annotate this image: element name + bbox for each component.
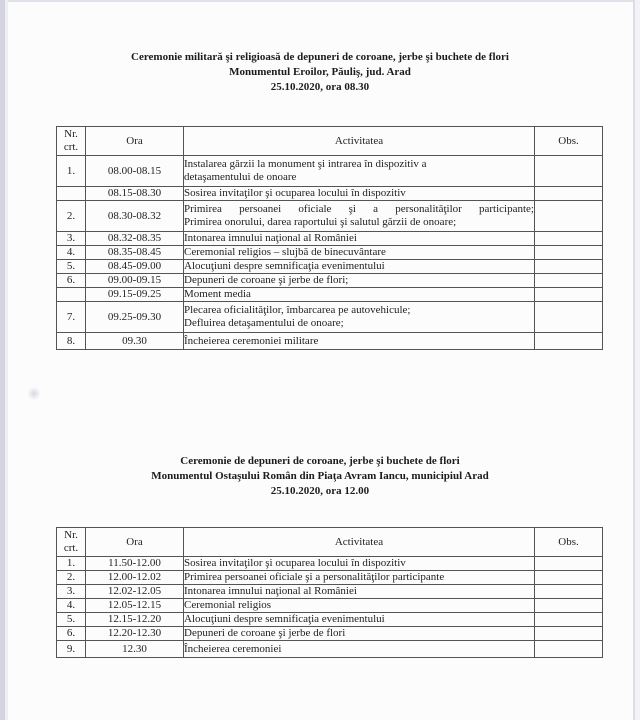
observations-cell xyxy=(535,187,603,201)
table-row xyxy=(57,627,603,641)
time-cell: 08.15-08.30 xyxy=(86,187,184,201)
observations-cell xyxy=(535,333,603,350)
time-cell: 09.25-09.30 xyxy=(86,302,184,333)
activity-line: Depuneri de coroane şi jerbe de flori xyxy=(184,627,346,639)
activity-cell xyxy=(184,201,535,232)
ceremony-schedule-table-military xyxy=(56,126,603,350)
column-header-activitatea xyxy=(184,528,535,557)
activity-cell xyxy=(184,613,535,627)
table-row xyxy=(57,557,603,571)
row-number-cell xyxy=(57,187,86,201)
observations-cell xyxy=(535,627,603,641)
ceremony-schedule-table-civil xyxy=(56,527,603,658)
time-cell: 08.32-08.35 xyxy=(86,232,184,246)
column-header-line: Obs. xyxy=(558,134,579,147)
column-header-obs xyxy=(535,528,603,557)
row-number-cell: 9. xyxy=(57,641,86,658)
activity-cell xyxy=(184,260,535,274)
title-line-1: Ceremonie de depuneri de coroane, jerbe şi buchete de flori xyxy=(180,455,460,467)
activity-cell xyxy=(184,585,535,599)
table-row xyxy=(57,613,603,627)
row-number-cell xyxy=(57,288,86,302)
time-cell: 09.30 xyxy=(86,333,184,350)
activity-cell xyxy=(184,571,535,585)
activity-cell xyxy=(184,246,535,260)
row-number-cell: 1. xyxy=(57,557,86,571)
time-cell: 09.15-09.25 xyxy=(86,288,184,302)
title-line-2: Monumentul Eroilor, Păuliş, jud. Arad xyxy=(229,66,411,78)
activity-line: Alocuţiuni despre semnificaţia evenimentului xyxy=(184,613,385,625)
row-number-cell: 2. xyxy=(57,201,86,232)
activity-cell xyxy=(184,274,535,288)
activity-line: Instalarea gărzii la monument şi intrarea în dispozitiv a xyxy=(184,158,427,170)
activity-cell xyxy=(184,641,535,658)
time-cell: 12.00-12.02 xyxy=(86,571,184,585)
row-number-cell: 1. xyxy=(57,156,86,187)
observations-cell xyxy=(535,288,603,302)
observations-cell xyxy=(535,274,603,288)
activity-line: Sosirea invitaţilor şi ocuparea locului în dispozitiv xyxy=(184,557,406,569)
time-cell: 12.15-12.20 xyxy=(86,613,184,627)
row-number-cell: 6. xyxy=(57,274,86,288)
activity-cell xyxy=(184,156,535,187)
row-number-cell: 3. xyxy=(57,585,86,599)
row-number-cell: 5. xyxy=(57,613,86,627)
activity-line: Încheierea ceremoniei xyxy=(184,642,282,655)
time-cell: 11.50-12.00 xyxy=(86,557,184,571)
observations-cell xyxy=(535,571,603,585)
column-header-line: Ora xyxy=(126,134,143,147)
row-number-cell: 8. xyxy=(57,333,86,350)
table-row xyxy=(57,599,603,613)
title-line-1: Ceremonie militară şi religioasă de depuneri de coroane, jerbe şi buchete de flori xyxy=(131,51,509,63)
table-row xyxy=(57,274,603,288)
column-header-line: Nr. xyxy=(64,529,78,541)
activity-line: Intonarea imnului naţional al României xyxy=(184,585,357,597)
title-line-2: Monumentul Ostaşului Român din Piaţa Avram Iancu, municipiul Arad xyxy=(151,470,489,482)
column-header-line: crt. xyxy=(63,141,79,153)
row-number-cell: 4. xyxy=(57,246,86,260)
activity-cell xyxy=(184,187,535,201)
column-header-line: Activitatea xyxy=(334,535,384,548)
time-cell: 12.30 xyxy=(86,641,184,658)
observations-cell xyxy=(535,201,603,232)
column-header-line: crt. xyxy=(63,542,79,554)
activity-cell xyxy=(184,599,535,613)
table-row xyxy=(57,641,603,658)
column-header-ora xyxy=(86,528,184,557)
page-top-edge xyxy=(0,0,640,2)
column-header-line: Activitatea xyxy=(334,134,384,147)
time-cell: 09.00-09.15 xyxy=(86,274,184,288)
activity-line: Ceremonial religios – slujbă de binecuvântare xyxy=(184,246,386,258)
time-cell: 08.00-08.15 xyxy=(86,156,184,187)
activity-line: Depuneri de coroane şi jerbe de flori; xyxy=(184,274,349,286)
activity-cell xyxy=(184,302,535,333)
activity-line: Primirea persoanei oficiale şi a personalităţilor participante xyxy=(184,571,445,583)
observations-cell xyxy=(535,156,603,187)
activity-line: Defluirea detaşamentului de onoare; xyxy=(184,317,344,329)
activity-cell xyxy=(184,627,535,641)
row-number-cell: 5. xyxy=(57,260,86,274)
table-row xyxy=(57,201,603,232)
table-row xyxy=(57,585,603,599)
observations-cell xyxy=(535,302,603,333)
time-cell: 12.20-12.30 xyxy=(86,627,184,641)
column-header-line: Obs. xyxy=(558,535,579,548)
activity-cell xyxy=(184,333,535,350)
activity-line: Încheierea ceremoniei militare xyxy=(184,334,319,347)
table-row xyxy=(57,302,603,333)
table-row xyxy=(57,333,603,350)
table-header-row xyxy=(57,127,603,156)
page-left-edge-shadow xyxy=(5,0,8,720)
activity-line: Plecarea oficialităţilor, îmbarcarea pe autovehicule; xyxy=(184,304,411,316)
time-cell: 08.45-09.00 xyxy=(86,260,184,274)
table-row xyxy=(57,156,603,187)
table-row xyxy=(57,288,603,302)
observations-cell xyxy=(535,557,603,571)
activity-cell xyxy=(184,557,535,571)
time-cell: 12.02-12.05 xyxy=(86,585,184,599)
observations-cell xyxy=(535,613,603,627)
activity-cell xyxy=(184,288,535,302)
ceremony-title-military xyxy=(0,50,640,95)
time-cell: 08.35-08.45 xyxy=(86,246,184,260)
activity-line: Intonarea imnului naţional al României xyxy=(184,232,357,244)
activity-line: Primirea persoanei oficiale şi a personalităţilor participante; xyxy=(184,203,534,215)
page-right-edge-shadow xyxy=(635,0,640,720)
row-number-cell: 4. xyxy=(57,599,86,613)
activity-line: Sosirea invitaţilor şi ocuparea locului în dispozitiv xyxy=(184,187,406,199)
table-row xyxy=(57,187,603,201)
activity-line: Primirea onorului, darea raportului şi salutul gărzii de onoare; xyxy=(184,216,457,228)
column-header-nr-crt xyxy=(57,127,86,156)
column-header-line: Nr. xyxy=(64,128,78,140)
time-cell: 08.30-08.32 xyxy=(86,201,184,232)
observations-cell xyxy=(535,246,603,260)
activity-line: detaşamentului de onoare xyxy=(184,171,297,183)
table-row xyxy=(57,232,603,246)
activity-cell xyxy=(184,232,535,246)
column-header-nr-crt xyxy=(57,528,86,557)
activity-line: Moment media xyxy=(184,288,251,300)
time-cell: 12.05-12.15 xyxy=(86,599,184,613)
column-header-obs xyxy=(535,127,603,156)
observations-cell xyxy=(535,585,603,599)
observations-cell xyxy=(535,599,603,613)
observations-cell xyxy=(535,260,603,274)
row-number-cell: 3. xyxy=(57,232,86,246)
column-header-ora xyxy=(86,127,184,156)
table-row xyxy=(57,246,603,260)
row-number-cell: 7. xyxy=(57,302,86,333)
title-line-3: 25.10.2020, ora 08.30 xyxy=(270,81,370,93)
column-header-line: Ora xyxy=(126,535,143,548)
activity-line: Ceremonial religios xyxy=(184,599,272,611)
row-number-cell: 6. xyxy=(57,627,86,641)
ceremony-title-civil xyxy=(0,454,640,499)
title-line-3: 25.10.2020, ora 12.00 xyxy=(270,485,370,497)
activity-line: Alocuţiuni despre semnificaţia evenimentului xyxy=(184,260,385,272)
column-header-activitatea xyxy=(184,127,535,156)
table-row xyxy=(57,260,603,274)
table-row xyxy=(57,571,603,585)
observations-cell xyxy=(535,232,603,246)
paper-smudge xyxy=(27,387,41,400)
observations-cell xyxy=(535,641,603,658)
row-number-cell: 2. xyxy=(57,571,86,585)
table-header-row xyxy=(57,528,603,557)
